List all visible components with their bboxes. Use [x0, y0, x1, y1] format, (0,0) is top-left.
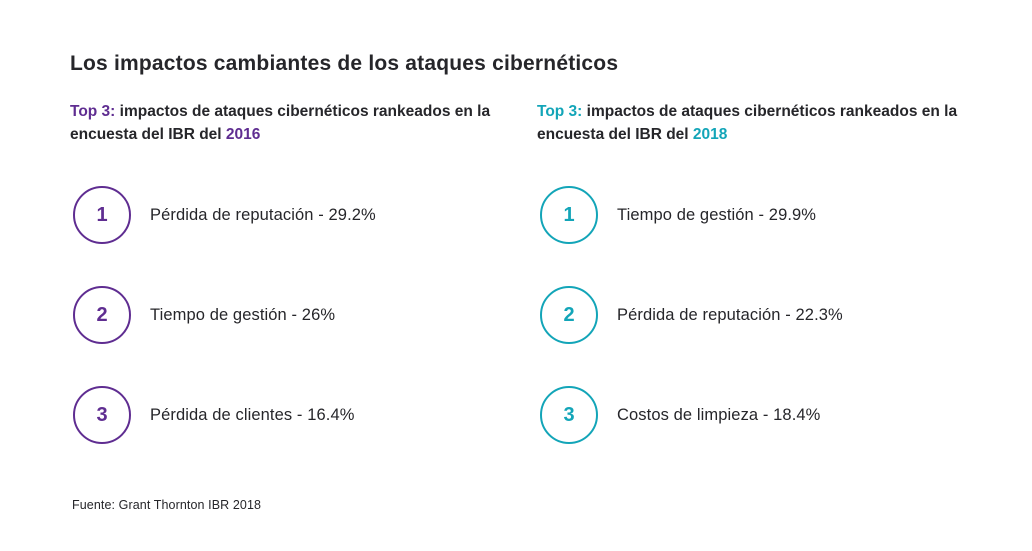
infographic	[70, 0, 990, 551]
subtitle-col-2018	[537, 100, 1004, 146]
ranked-list-2016	[70, 186, 537, 486]
ranked-item-2018-2	[540, 286, 1004, 344]
ranked-item-2016-1	[73, 186, 537, 244]
rank-circle	[73, 386, 131, 444]
source-note: Fuente: Grant Thornton IBR 2018	[72, 498, 262, 512]
rank-number: 2	[96, 303, 108, 326]
item-label: Pérdida de reputación - 22.3%	[617, 305, 843, 324]
rank-circle	[540, 386, 598, 444]
rank-number: 3	[563, 403, 575, 426]
subtitle-top3-label-2016: Top 3:	[70, 103, 116, 120]
rank-number: 1	[563, 203, 575, 226]
subtitle-top3-label-2018: Top 3:	[537, 103, 583, 120]
rank-number: 3	[96, 403, 108, 426]
rank-circle	[540, 286, 598, 344]
subtitle-col-2016	[70, 100, 537, 146]
subtitle-2018	[537, 100, 982, 146]
subtitle-row	[70, 100, 990, 146]
item-label: Costos de limpieza - 18.4%	[617, 405, 821, 424]
item-label: Tiempo de gestión - 26%	[150, 305, 336, 324]
subtitle-year-2016: 2016	[225, 126, 261, 143]
item-label: Tiempo de gestión - 29.9%	[617, 205, 817, 224]
rank-circle	[73, 186, 131, 244]
subtitle-2016	[70, 100, 515, 146]
rank-circle	[73, 286, 131, 344]
rank-number: 1	[96, 203, 108, 226]
rank-number: 2	[563, 303, 575, 326]
ranked-item-2016-2	[73, 286, 537, 344]
subtitle-year-2018: 2018	[692, 126, 728, 143]
item-label: Pérdida de clientes - 16.4%	[150, 405, 355, 424]
ranked-item-2018-1	[540, 186, 1004, 244]
ranked-lists	[70, 186, 990, 486]
ranked-list-2018	[537, 186, 1004, 486]
subtitle-body-2016: impactos de ataques cibernéticos rankeados en la encuesta del IBR del	[70, 103, 491, 143]
rank-circle	[540, 186, 598, 244]
item-label: Pérdida de reputación - 29.2%	[150, 205, 376, 224]
subtitle-body-2018: impactos de ataques cibernéticos rankeados en la encuesta del IBR del	[537, 103, 958, 143]
page-title: Los impactos cambiantes de los ataques cibernéticos	[70, 52, 619, 75]
ranked-item-2018-3	[540, 386, 1004, 444]
ranked-item-2016-3	[73, 386, 537, 444]
